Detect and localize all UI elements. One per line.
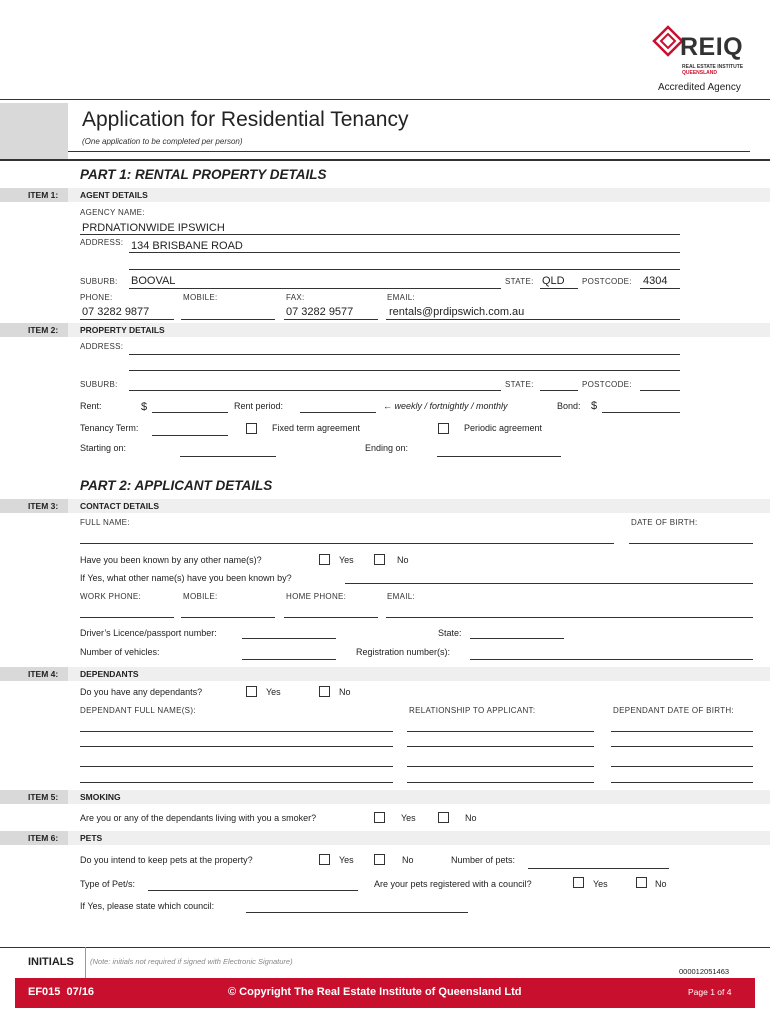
pets-no-label: No — [402, 855, 414, 865]
applicant-mobile-label: MOBILE: — [183, 592, 218, 601]
item4-heading: DEPENDANTS — [80, 669, 139, 679]
known-no-label: No — [397, 555, 409, 565]
rent-period-line[interactable] — [300, 412, 376, 413]
reiq-brand: REIQ — [680, 33, 744, 61]
property-postcode-label: POSTCODE: — [582, 380, 632, 389]
full-name-label: FULL NAME: — [80, 518, 130, 527]
page-title: Application for Residential Tenancy — [82, 108, 409, 131]
agent-fax-line — [284, 319, 378, 320]
title-rule — [68, 151, 750, 152]
bond-line[interactable] — [602, 412, 680, 413]
pets-registered-question: Are your pets registered with a council? — [374, 879, 532, 889]
periodic-checkbox[interactable] — [438, 423, 449, 434]
item1-label: ITEM 1: — [0, 188, 68, 202]
smoker-question: Are you or any of the dependants living with you a smoker? — [80, 813, 317, 823]
dependant-relationship-line[interactable] — [407, 746, 594, 747]
agent-phone-label: PHONE: — [80, 293, 113, 302]
dependants-no-label: No — [339, 687, 351, 697]
applicant-mobile-line[interactable] — [181, 617, 275, 618]
dependants-yes-checkbox[interactable] — [246, 686, 257, 697]
agent-address-label: ADDRESS: — [80, 238, 124, 247]
dependant-relationship-line[interactable] — [407, 766, 594, 767]
page-number: Page 1 of 4 — [688, 987, 732, 997]
tenancy-term-label: Tenancy Term: — [80, 423, 139, 433]
header-top-rule — [0, 99, 770, 100]
agent-email-label: EMAIL: — [387, 293, 416, 302]
property-address-line — [129, 354, 680, 355]
dependants-yes-label: Yes — [266, 687, 281, 697]
agent-suburb-value[interactable]: BOOVAL — [131, 275, 176, 287]
property-suburb-label: SUBURB: — [80, 380, 118, 389]
agent-address-line-2 — [129, 269, 680, 270]
item5-heading: SMOKING — [80, 792, 121, 802]
footer-top-rule — [0, 947, 770, 948]
registered-yes-checkbox[interactable] — [573, 877, 584, 888]
item6-label: ITEM 6: — [0, 831, 68, 845]
number-of-pets-label: Number of pets: — [451, 855, 516, 865]
pets-no-checkbox[interactable] — [374, 854, 385, 865]
agent-fax-label: FAX: — [286, 293, 305, 302]
work-phone-line[interactable] — [80, 617, 174, 618]
item3-label: ITEM 3: — [0, 499, 68, 513]
licence-state-label: State: — [438, 628, 462, 638]
initials-label: INITIALS — [28, 956, 74, 968]
form-code: EF015 07/16 — [28, 986, 95, 998]
registered-no-label: No — [655, 879, 667, 889]
agent-email-line — [386, 319, 680, 320]
agency-name-value[interactable]: PRDNATIONWIDE IPSWICH — [82, 222, 225, 234]
reiq-brand-line2: QUEENSLAND — [682, 70, 718, 76]
property-state-line — [540, 390, 578, 391]
applicant-email-line[interactable] — [386, 617, 753, 618]
home-phone-label: HOME PHONE: — [286, 592, 347, 601]
dependant-name-line[interactable] — [80, 731, 393, 732]
agent-state-line — [540, 288, 578, 289]
item1-heading: AGENT DETAILS — [80, 190, 148, 200]
dependant-dob-header: DEPENDANT DATE OF BIRTH: — [613, 706, 734, 715]
ending-on-line[interactable] — [437, 456, 561, 457]
property-state-label: STATE: — [505, 380, 534, 389]
smoker-no-label: No — [465, 813, 477, 823]
dependant-name-line[interactable] — [80, 782, 393, 783]
licence-label: Driver’s Licence/passport number: — [80, 628, 217, 638]
item1-bar — [68, 188, 770, 202]
item2-bar — [68, 323, 770, 337]
home-phone-line[interactable] — [284, 617, 378, 618]
agency-name-label: AGENCY NAME: — [80, 208, 145, 217]
agent-state-value[interactable]: QLD — [542, 275, 565, 287]
agency-name-line — [80, 234, 680, 235]
dependant-dob-line[interactable] — [611, 766, 753, 767]
fixed-term-label: Fixed term agreement — [272, 423, 361, 433]
known-other-question: Have you been known by any other name(s)? — [80, 555, 262, 565]
dependant-dob-line[interactable] — [611, 746, 753, 747]
agent-phone-line — [80, 319, 174, 320]
registered-no-checkbox[interactable] — [636, 877, 647, 888]
agent-mobile-line — [181, 319, 275, 320]
agent-phone-value[interactable]: 07 3282 9877 — [82, 306, 150, 318]
agent-postcode-value[interactable]: 4304 — [643, 275, 668, 287]
agent-postcode-label: POSTCODE: — [582, 277, 632, 286]
starting-on-line[interactable] — [180, 456, 276, 457]
smoker-yes-label: Yes — [401, 813, 416, 823]
agent-suburb-label: SUBURB: — [80, 277, 118, 286]
accredited-agency: Accredited Agency — [658, 82, 741, 93]
item5-label: ITEM 5: — [0, 790, 68, 804]
dob-label: DATE OF BIRTH: — [631, 518, 698, 527]
item6-bar — [68, 831, 770, 845]
item4-bar — [68, 667, 770, 681]
property-address-line-2 — [129, 370, 680, 371]
known-other-names-label: If Yes, what other name(s) have you been known by? — [80, 573, 292, 583]
smoker-yes-checkbox[interactable] — [374, 812, 385, 823]
document-number: 000012051463 — [679, 967, 730, 976]
dependant-dob-line[interactable] — [611, 782, 753, 783]
vehicles-line[interactable] — [242, 659, 336, 660]
starting-on-label: Starting on: — [80, 443, 127, 453]
known-yes-label: Yes — [339, 555, 354, 565]
ending-on-label: Ending on: — [365, 443, 409, 453]
pet-type-label: Type of Pet/s: — [80, 879, 136, 889]
agent-email-value[interactable]: rentals@prdipswich.com.au — [389, 306, 525, 318]
rent-period-label: Rent period: — [234, 401, 284, 411]
work-phone-label: WORK PHONE: — [80, 592, 142, 601]
part2-title: PART 2: APPLICANT DETAILS — [80, 478, 273, 493]
licence-state-line[interactable] — [470, 638, 564, 639]
dependant-name-line[interactable] — [80, 746, 393, 747]
pets-yes-checkbox[interactable] — [319, 854, 330, 865]
initials-note: (Note: initials not required if signed with Electronic Signature) — [90, 957, 293, 966]
pets-question: Do you intend to keep pets at the property? — [80, 855, 253, 865]
dob-line[interactable] — [629, 543, 753, 544]
rent-line[interactable] — [152, 412, 228, 413]
pets-yes-label: Yes — [339, 855, 354, 865]
copyright: © Copyright The Real Estate Institute of Queensland Ltd — [228, 986, 522, 998]
agent-state-label: STATE: — [505, 277, 534, 286]
pet-type-line[interactable] — [148, 890, 358, 891]
bond-label: Bond: — [557, 401, 581, 411]
licence-line[interactable] — [242, 638, 336, 639]
agent-address-line — [129, 252, 680, 253]
dependants-no-checkbox[interactable] — [319, 686, 330, 697]
known-other-names-line[interactable] — [345, 583, 753, 584]
item6-heading: PETS — [80, 833, 103, 843]
dependant-name-line[interactable] — [80, 766, 393, 767]
agent-fax-value[interactable]: 07 3282 9577 — [286, 306, 354, 318]
property-address-label: ADDRESS: — [80, 342, 124, 351]
agent-address-value[interactable]: 134 BRISBANE ROAD — [131, 240, 243, 252]
registration-label: Registration number(s): — [356, 647, 451, 657]
known-yes-checkbox[interactable] — [319, 554, 330, 565]
property-postcode-line — [640, 390, 680, 391]
rent-label: Rent: — [80, 401, 102, 411]
property-suburb-line — [129, 390, 501, 391]
dependants-question: Do you have any dependants? — [80, 687, 203, 697]
vehicles-label: Number of vehicles: — [80, 647, 160, 657]
applicant-email-label: EMAIL: — [387, 592, 416, 601]
item5-bar — [68, 790, 770, 804]
item2-heading: PROPERTY DETAILS — [80, 325, 165, 335]
dependant-relationship-line[interactable] — [407, 782, 594, 783]
item4-label: ITEM 4: — [0, 667, 68, 681]
agent-suburb-line — [129, 288, 501, 289]
part1-title: PART 1: RENTAL PROPERTY DETAILS — [80, 167, 327, 182]
title-rule-2 — [0, 159, 770, 161]
known-no-checkbox[interactable] — [374, 554, 385, 565]
council-label: If Yes, please state which council: — [80, 901, 215, 911]
dependant-dob-line[interactable] — [611, 731, 753, 732]
council-line[interactable] — [246, 912, 468, 913]
registered-yes-label: Yes — [593, 879, 608, 889]
dependant-relationship-line[interactable] — [407, 731, 594, 732]
full-name-line[interactable] — [80, 543, 614, 544]
registration-line[interactable] — [470, 659, 753, 660]
dependant-name-header: DEPENDANT FULL NAME(S): — [80, 706, 196, 715]
title-side-block — [0, 103, 68, 159]
reiq-brand-line1: REAL ESTATE INSTITUTE — [682, 64, 744, 70]
number-of-pets-line[interactable] — [528, 868, 669, 869]
tenancy-term-line[interactable] — [152, 435, 228, 436]
bond-dollar: $ — [591, 400, 598, 412]
fixed-term-checkbox[interactable] — [246, 423, 257, 434]
agent-mobile-label: MOBILE: — [183, 293, 218, 302]
page-subtitle: (One application to be completed per person) — [82, 137, 243, 146]
periodic-label: Periodic agreement — [464, 423, 543, 433]
item2-label: ITEM 2: — [0, 323, 68, 337]
item3-bar — [68, 499, 770, 513]
rent-dollar: $ — [141, 401, 148, 413]
dependant-relationship-header: RELATIONSHIP TO APPLICANT: — [409, 706, 536, 715]
rent-period-options: ← weekly / fortnightly / monthly — [383, 401, 508, 411]
agent-postcode-line — [640, 288, 680, 289]
item3-heading: CONTACT DETAILS — [80, 501, 160, 511]
smoker-no-checkbox[interactable] — [438, 812, 449, 823]
